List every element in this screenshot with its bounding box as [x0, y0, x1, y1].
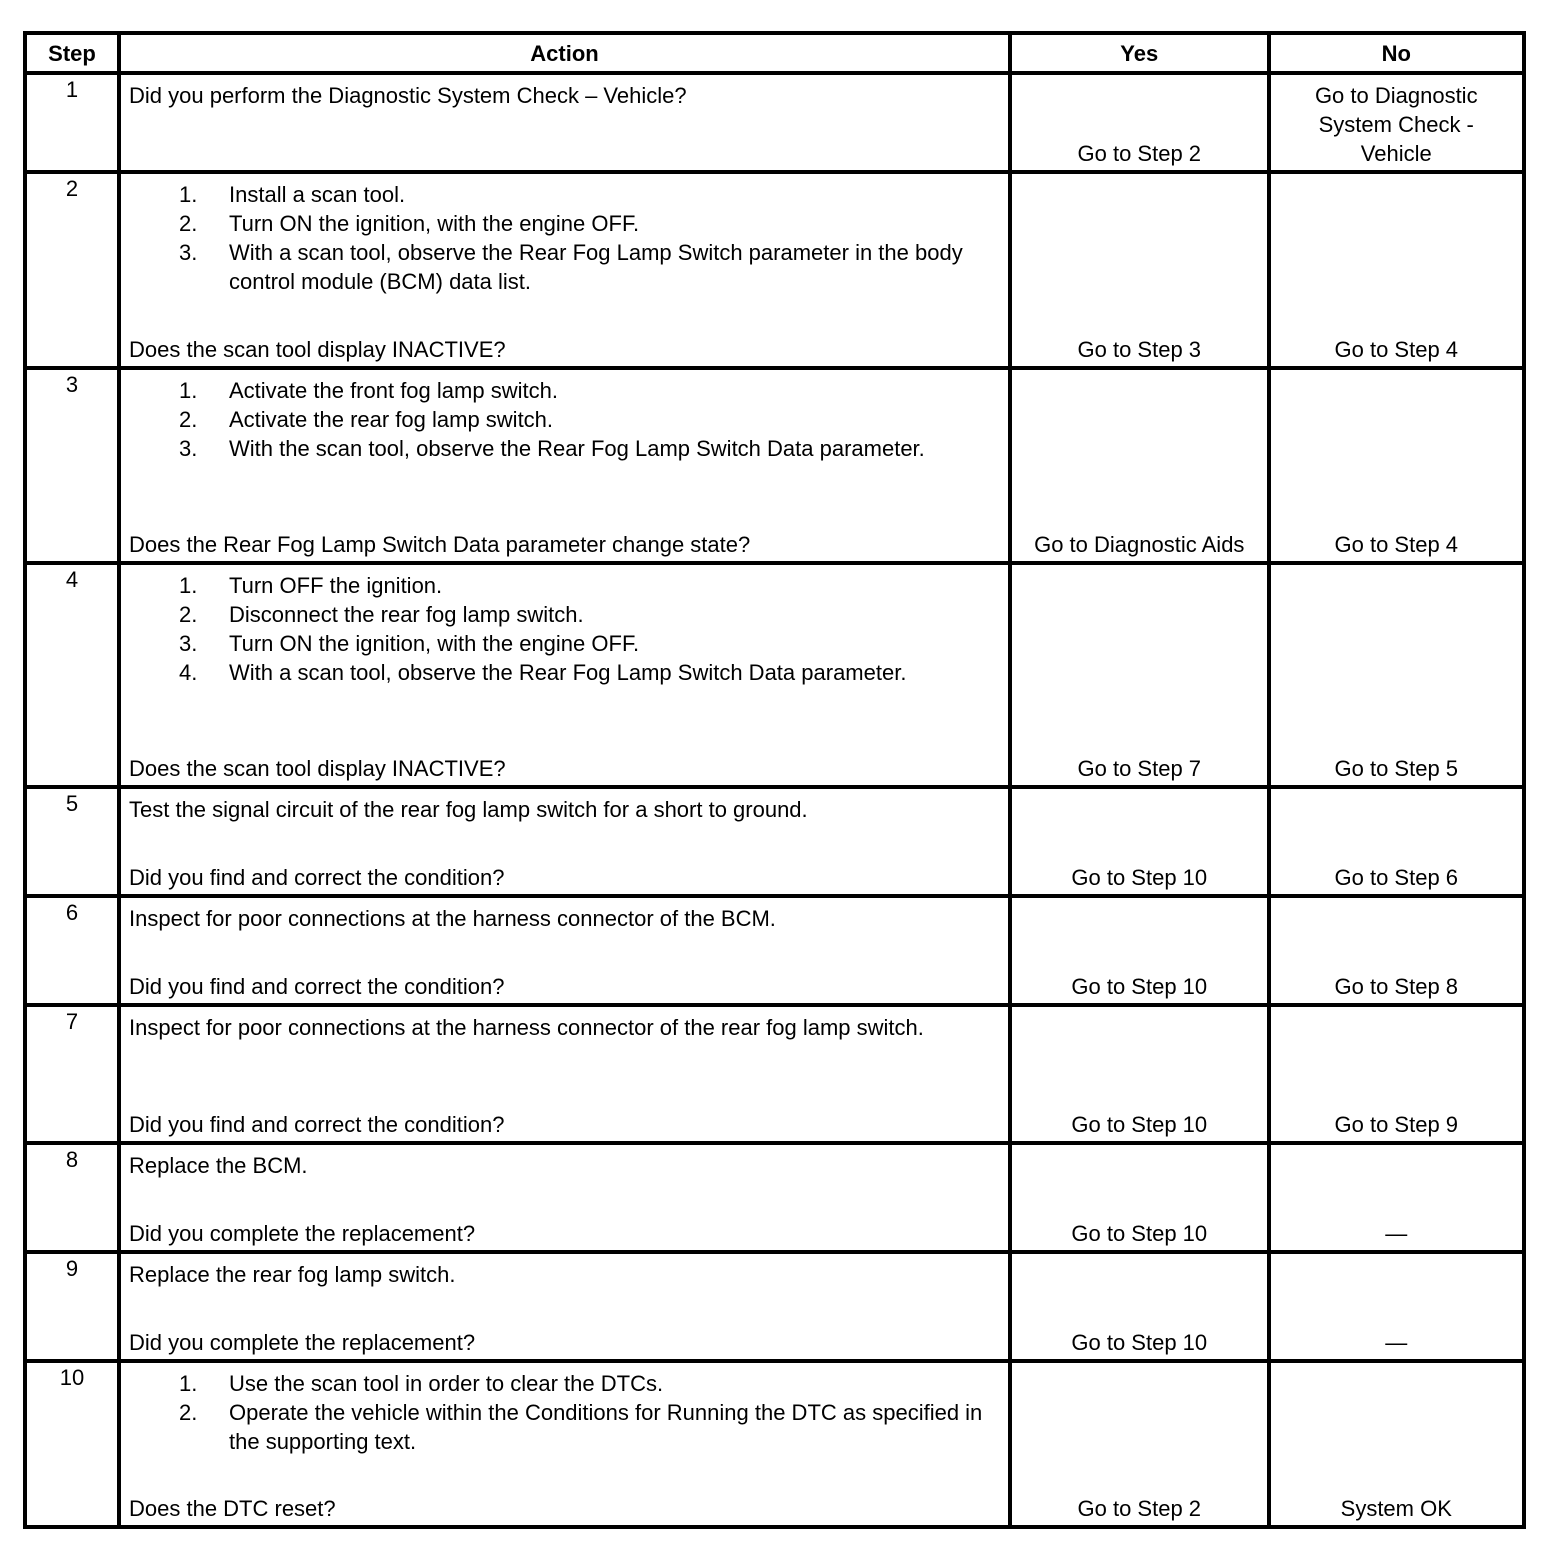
table-row	[25, 896, 1524, 1005]
step-number: 1	[25, 73, 119, 172]
no-line: Vehicle	[1360, 141, 1432, 166]
action-instruction: Replace the rear fog lamp switch.	[129, 1262, 456, 1287]
procedure-item: 1. Use the scan tool in order to clear the DTCs.	[179, 1371, 664, 1396]
action-question: Does the scan tool display INACTIVE?	[129, 756, 506, 781]
action-cell	[119, 896, 1010, 1005]
step-number: 8	[25, 1143, 119, 1252]
table-row	[25, 1143, 1524, 1252]
no-cell: Go to Step 8	[1269, 896, 1524, 1005]
action-question: Does the scan tool display INACTIVE?	[129, 337, 506, 362]
procedure-item: 2. Disconnect the rear fog lamp switch.	[179, 602, 584, 627]
action-question: Did you find and correct the condition?	[129, 974, 505, 999]
yes-cell: Go to Step 10	[1010, 1252, 1269, 1361]
action-instruction: Did you perform the Diagnostic System Check – Vehicle?	[129, 83, 687, 108]
action-instruction: Inspect for poor connections at the harness connector of the BCM.	[129, 906, 776, 931]
table-row	[25, 1005, 1524, 1143]
procedure-item: 3. Turn ON the ignition, with the engine OFF.	[179, 631, 640, 656]
no-cell: System OK	[1269, 1361, 1524, 1527]
header-no: No	[1269, 33, 1524, 73]
action-cell	[119, 368, 1010, 563]
action-question: Does the DTC reset?	[129, 1496, 336, 1521]
no-cell: —	[1269, 1143, 1524, 1252]
step-number: 6	[25, 896, 119, 1005]
no-cell: Go to Step 9	[1269, 1005, 1524, 1143]
action-question: Does the Rear Fog Lamp Switch Data parameter change state?	[129, 532, 751, 557]
step-number: 4	[25, 563, 119, 787]
procedure-list	[129, 376, 1000, 463]
diagnostic-table	[23, 31, 1526, 1529]
step-number: 9	[25, 1252, 119, 1361]
yes-cell: Go to Step 2	[1010, 1361, 1269, 1527]
action-instruction: Replace the BCM.	[129, 1153, 308, 1178]
procedure-item: 2. Turn ON the ignition, with the engine OFF.	[179, 211, 640, 236]
yes-cell: Go to Diagnostic Aids	[1010, 368, 1269, 563]
action-cell	[119, 1361, 1010, 1527]
procedure-list	[129, 1369, 1000, 1456]
action-question: Did you complete the replacement?	[129, 1330, 476, 1355]
step-number: 7	[25, 1005, 119, 1143]
yes-cell: Go to Step 3	[1010, 172, 1269, 368]
yes-cell: Go to Step 10	[1010, 896, 1269, 1005]
yes-cell: Go to Step 7	[1010, 563, 1269, 787]
action-question: Did you find and correct the condition?	[129, 1112, 505, 1137]
table-row	[25, 172, 1524, 368]
yes-cell: Go to Step 10	[1010, 787, 1269, 896]
action-cell	[119, 563, 1010, 787]
step-number: 10	[25, 1361, 119, 1527]
yes-cell: Go to Step 10	[1010, 1005, 1269, 1143]
no-cell	[1269, 73, 1524, 172]
header-step: Step	[25, 33, 119, 73]
procedure-item: 3. With a scan tool, observe the Rear Fog Lamp Switch parameter in the body control module (BCM) data list.	[179, 240, 963, 294]
action-question: Did you find and correct the condition?	[129, 865, 505, 890]
action-instruction: Test the signal circuit of the rear fog lamp switch for a short to ground.	[129, 797, 808, 822]
procedure-item: 2. Activate the rear fog lamp switch.	[179, 407, 554, 432]
table-row	[25, 563, 1524, 787]
action-instruction: Inspect for poor connections at the harness connector of the rear fog lamp switch.	[129, 1015, 924, 1040]
procedure-item: 4. With a scan tool, observe the Rear Fog Lamp Switch Data parameter.	[179, 660, 907, 685]
table-row	[25, 1252, 1524, 1361]
table-row	[25, 787, 1524, 896]
step-number: 2	[25, 172, 119, 368]
procedure-item: 2. Operate the vehicle within the Conditions for Running the DTC as specified in the supporting text.	[179, 1400, 983, 1454]
action-cell	[119, 1005, 1010, 1143]
action-cell	[119, 787, 1010, 896]
yes-cell: Go to Step 10	[1010, 1143, 1269, 1252]
no-cell: Go to Step 4	[1269, 368, 1524, 563]
header-yes: Yes	[1010, 33, 1269, 73]
procedure-item: 1. Turn OFF the ignition.	[179, 573, 443, 598]
no-cell: Go to Step 5	[1269, 563, 1524, 787]
step-number: 3	[25, 368, 119, 563]
action-cell	[119, 172, 1010, 368]
table-row	[25, 73, 1524, 172]
step-number: 5	[25, 787, 119, 896]
header-row	[25, 33, 1524, 73]
procedure-item: 1. Install a scan tool.	[179, 182, 406, 207]
no-cell: Go to Step 4	[1269, 172, 1524, 368]
no-line: System Check -	[1318, 112, 1474, 137]
yes-cell: Go to Step 2	[1010, 73, 1269, 172]
action-cell	[119, 1143, 1010, 1252]
no-line: Go to Diagnostic	[1314, 83, 1478, 108]
action-cell	[119, 1252, 1010, 1361]
action-question: Did you complete the replacement?	[129, 1221, 476, 1246]
table-row	[25, 368, 1524, 563]
action-cell	[119, 73, 1010, 172]
no-cell: —	[1269, 1252, 1524, 1361]
header-action: Action	[119, 33, 1010, 73]
procedure-item: 1. Activate the front fog lamp switch.	[179, 378, 558, 403]
procedure-list	[129, 180, 1000, 296]
table-row	[25, 1361, 1524, 1527]
procedure-item: 3. With the scan tool, observe the Rear Fog Lamp Switch Data parameter.	[179, 436, 925, 461]
procedure-list	[129, 571, 1000, 687]
no-cell: Go to Step 6	[1269, 787, 1524, 896]
